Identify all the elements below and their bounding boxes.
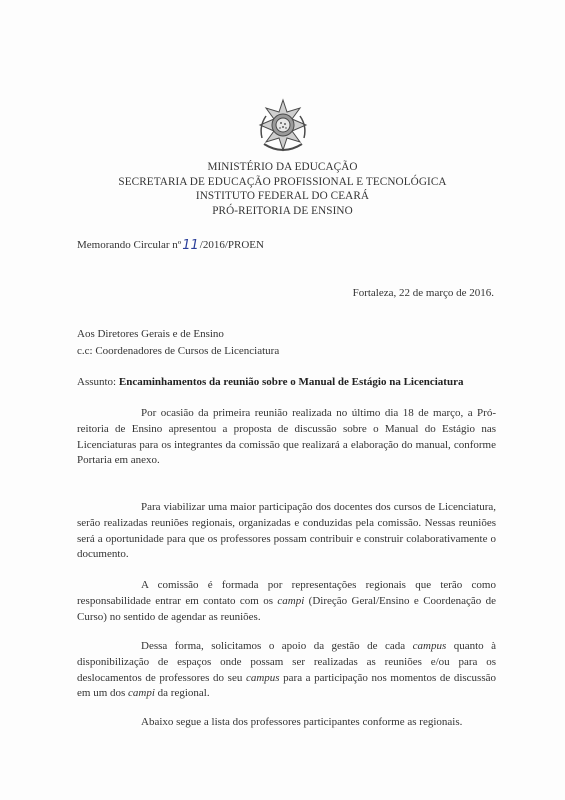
paragraph-2: Para viabilizar uma maior participação dos docentes dos cursos de Licenciatura, serão realizadas reuniões regionais, organizadas e conduzidas pela comissão. Nessas reuniões será a oportunidade para que os professores possam contribuir e construir colaborativamente o documento. bbox=[77, 501, 496, 561]
memo-identifier bbox=[77, 237, 264, 252]
department-name: PRÓ-REITORIA DE ENSINO bbox=[212, 204, 353, 217]
recipients bbox=[77, 326, 279, 359]
letterhead bbox=[0, 160, 565, 218]
memo-handwritten-number: 11 bbox=[182, 238, 199, 253]
memo-suffix: /2016/PROEN bbox=[199, 239, 264, 251]
subject-text: Encaminhamentos da reunião sobre o Manual de Estágio na Licenciatura bbox=[118, 376, 464, 388]
paragraph-4: Dessa forma, solicitamos o apoio da gestão de cada campus quanto à disponibilização de espaços onde possam ser realizadas as reuniões e/ou para os deslocamentos de professores do seu campus para a participação nos momentos de discussão em um dos campi da regional. bbox=[77, 640, 497, 700]
recipient-cc: c.c: Coordenadores de Cursos de Licenciatura bbox=[77, 344, 280, 357]
memo-prefix: Memorando Circular nº bbox=[77, 239, 182, 251]
subject-label: Assunto: bbox=[77, 376, 117, 388]
institute-name: INSTITUTO FEDERAL DO CEARÁ bbox=[195, 190, 370, 202]
paragraph-1: Por ocasião da primeira reunião realizada no último dia 18 de março, a Pró-reitoria de Ensino apresentou a proposta de discussão sobre o Manual do Estágio nas Licenciaturas para os integrantes da comissão que realizará a elaboração do manual, conforme Portaria em anexo. bbox=[77, 407, 496, 467]
ministry-name: MINISTÉRIO DA EDUCAÇÃO bbox=[207, 161, 358, 173]
secretariat-name: SECRETARIA DE EDUCAÇÃO PROFISSIONAL E TECNOLÓGICA bbox=[118, 175, 447, 188]
paragraph-5: Abaixo segue a lista dos professores participantes conforme as regionais. bbox=[141, 716, 463, 728]
paragraph-3: A comissão é formada por representações regionais que terão como responsabilidade entrar em contato com os campi (Direção Geral/Ensino e Coordenação de Curso) no sentido de agendar as reuniões. bbox=[77, 579, 496, 623]
date-line: Fortaleza, 22 de março de 2016. bbox=[352, 287, 494, 299]
recipient-to: Aos Diretores Gerais e de Ensino bbox=[77, 328, 224, 340]
subject-line bbox=[77, 376, 463, 388]
coat-of-arms-icon bbox=[256, 98, 310, 154]
